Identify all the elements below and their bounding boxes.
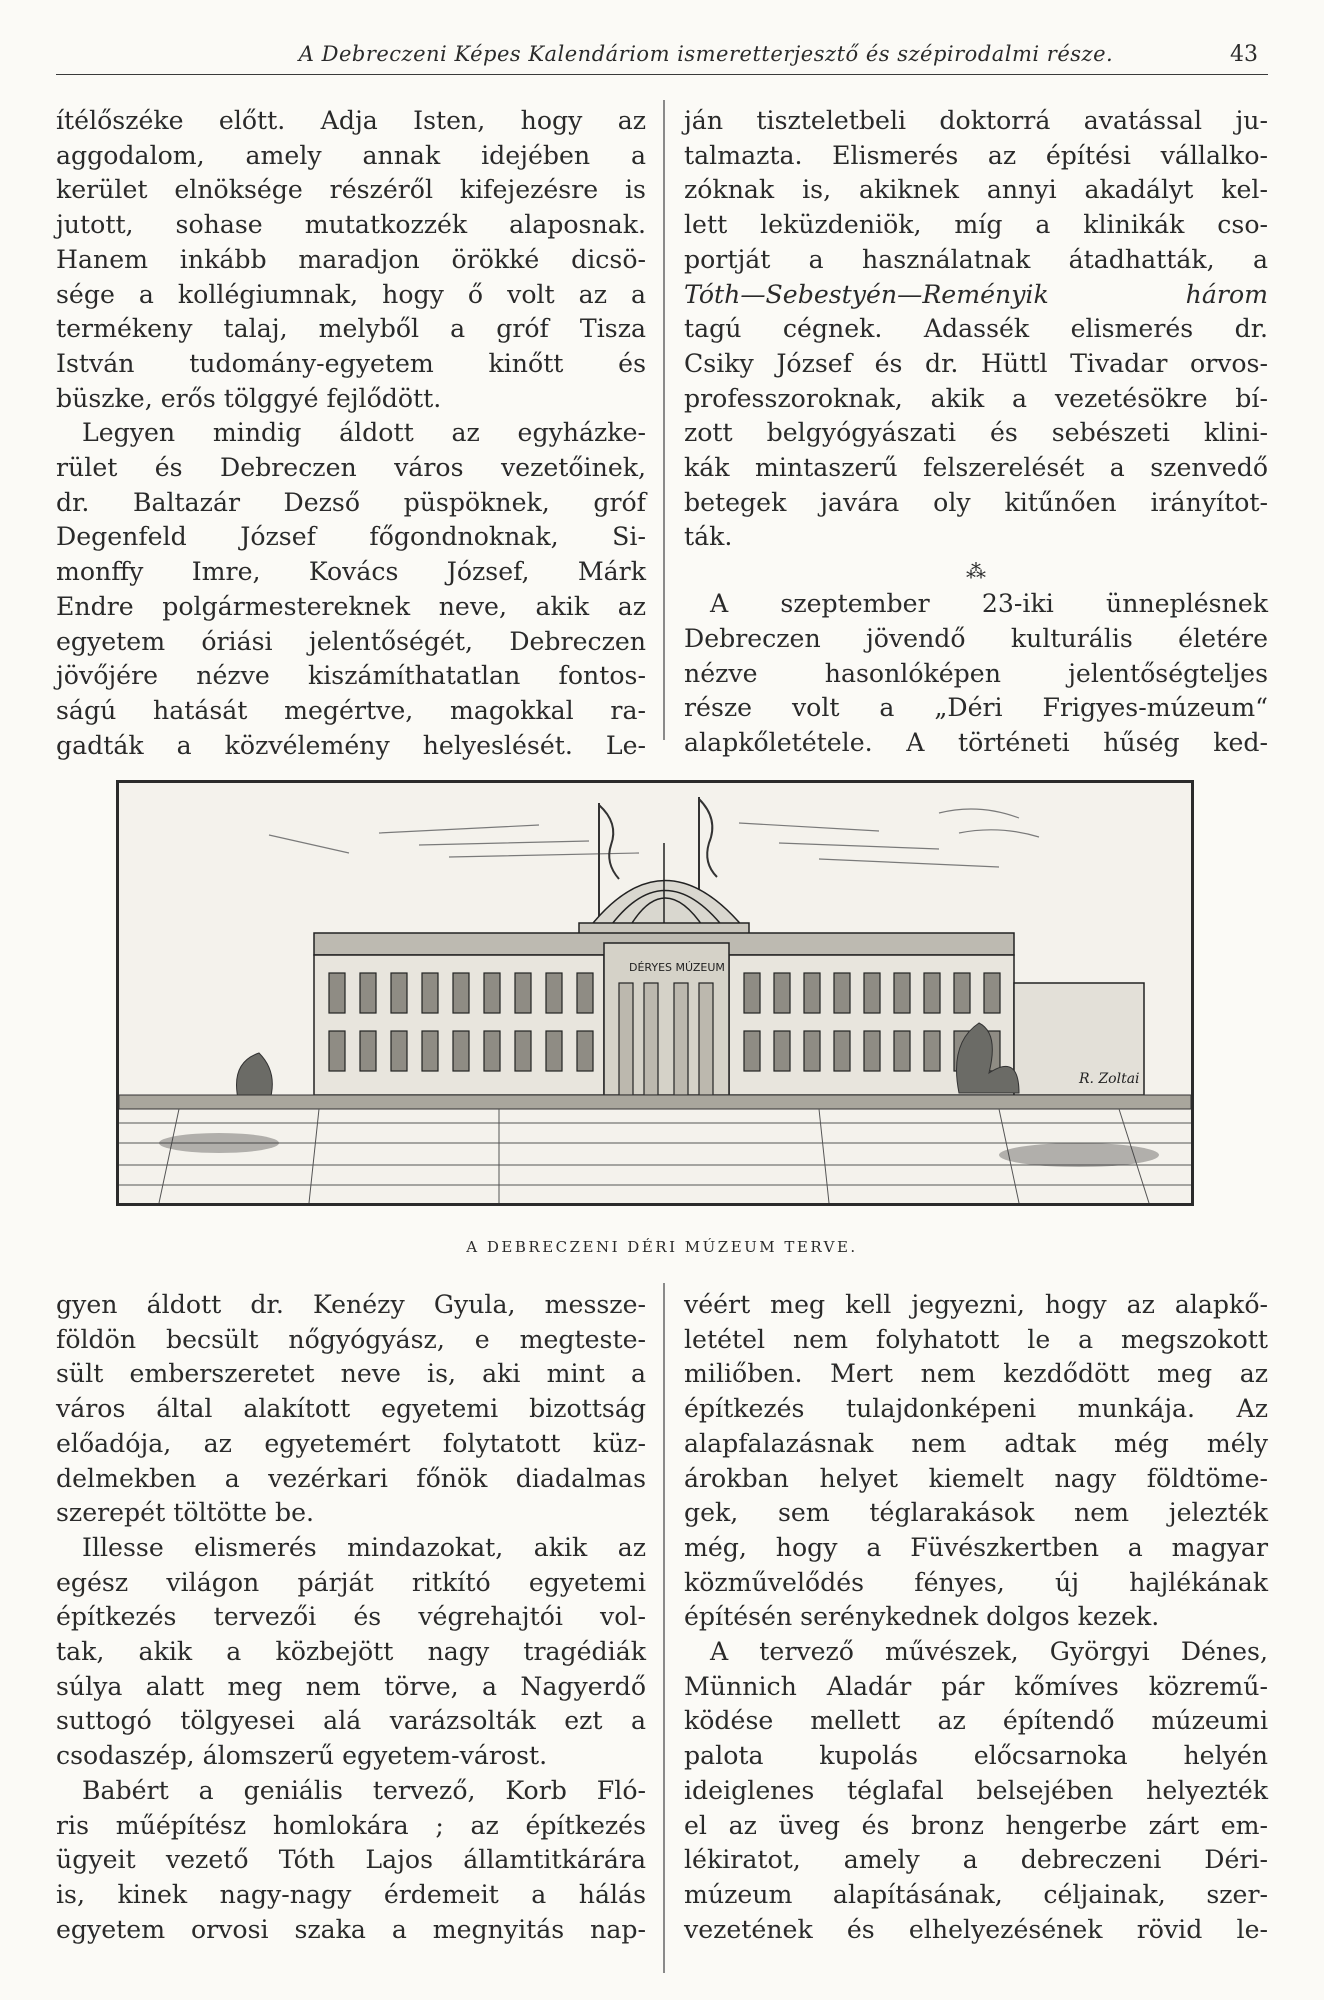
building-window bbox=[453, 1031, 469, 1071]
building-window bbox=[515, 1031, 531, 1071]
column-top-right bbox=[684, 104, 1268, 761]
building-window bbox=[453, 973, 469, 1013]
text-line: súlya alatt meg nem törve, a Nagyerdő bbox=[56, 1671, 646, 1701]
text-line: tagú cégnek. Adassék elismerés dr. bbox=[684, 314, 1268, 344]
building-window bbox=[804, 1031, 820, 1071]
column-divider bbox=[663, 100, 665, 740]
building-window bbox=[894, 1031, 910, 1071]
building-window bbox=[774, 1031, 790, 1071]
text-line: építésén serénykednek dolgos kezek. bbox=[684, 1602, 1160, 1632]
building-window bbox=[484, 1031, 500, 1071]
text-line: építkezés tulajdonképeni munkája. Az bbox=[684, 1394, 1268, 1424]
text-line: ták. bbox=[684, 522, 733, 552]
text-line: letétel nem folyhatott le a megszokott bbox=[684, 1324, 1268, 1354]
text-line: miliőben. Mert nem kezdődött meg az bbox=[684, 1359, 1268, 1389]
building-window bbox=[422, 973, 438, 1013]
text-line: A tervező művészek, Györgyi Dénes, bbox=[710, 1637, 1268, 1667]
museum-drawing bbox=[119, 783, 1191, 1203]
text-line: Endre polgármestereknek neve, akik az bbox=[56, 591, 646, 621]
text-line: dr. Baltazár Dezső püspöknek, gróf bbox=[56, 487, 646, 517]
building-window bbox=[834, 973, 850, 1013]
text-line: palota kupolás előcsarnoka helyén bbox=[684, 1741, 1268, 1771]
text-line: gyen áldott dr. Kenézy Gyula, messze- bbox=[56, 1290, 646, 1319]
text-line: Hanem inkább maradjon örökké dicsö- bbox=[56, 244, 646, 274]
text-line: sült emberszeretet neve is, aki mint a bbox=[56, 1359, 646, 1389]
text-line: el az üveg és bronz hengerbe zárt em- bbox=[684, 1810, 1268, 1840]
building-window bbox=[577, 973, 593, 1013]
building-window bbox=[546, 1031, 562, 1071]
museum-illustration bbox=[116, 780, 1194, 1206]
text-line: zóknak is, akiknek annyi akadályt kel- bbox=[684, 175, 1268, 205]
text-line: egész világon párját ritkító egyetemi bbox=[56, 1567, 646, 1597]
text-line: talmazta. Elismerés az építési vállalko- bbox=[684, 140, 1268, 170]
building-window bbox=[984, 973, 1000, 1013]
building-sign: DÉRYES MÚZEUM bbox=[629, 961, 725, 974]
text-line: István tudomány-egyetem kinőtt és bbox=[56, 348, 646, 378]
text-line: egyetem orvosi szaka a megnyitás nap- bbox=[56, 1914, 646, 1944]
text-line: egyetem óriási jelentőségét, Debreczen bbox=[56, 626, 646, 656]
artist-signature: R. Zoltai bbox=[1079, 1071, 1140, 1087]
text-line: Münnich Aladár pár kőmíves közremű- bbox=[684, 1671, 1268, 1701]
text-line: Illesse elismerés mindazokat, akik az bbox=[82, 1532, 646, 1562]
building-window bbox=[954, 973, 970, 1013]
page-number: 43 bbox=[1230, 42, 1258, 67]
building-window bbox=[864, 1031, 880, 1071]
text-line: múzeum alapításának, céljainak, szer- bbox=[684, 1879, 1268, 1909]
building-window bbox=[744, 973, 760, 1013]
text-line: kerület elnöksége részéről kifejezésre is bbox=[56, 175, 646, 205]
text-line: tak, akik a közbejött nagy tragédiák bbox=[56, 1637, 646, 1667]
text-line: büszke, erős tölggyé fejlődött. bbox=[56, 383, 442, 413]
text-line: vezetének és elhelyezésének rövid le- bbox=[684, 1914, 1268, 1944]
text-line: aggodalom, amely annak idejében a bbox=[56, 140, 646, 170]
building-window bbox=[515, 973, 531, 1013]
column-bottom-right bbox=[684, 1288, 1268, 1947]
building-window bbox=[864, 973, 880, 1013]
text-line: zott belgyógyászati és sebészeti klini- bbox=[684, 418, 1268, 448]
text-line: gadták a közvélemény helyeslését. Le- bbox=[56, 730, 646, 760]
text-line: ján tiszteletbeli doktorrá avatással ju- bbox=[684, 106, 1268, 135]
building-window bbox=[924, 1031, 940, 1071]
text-line: jutott, sohase mutatkozzék alaposnak. bbox=[56, 210, 646, 240]
text-line: professzoroknak, akik a vezetésökre bí- bbox=[684, 383, 1268, 413]
text-line: ságú hatását megértve, magokkal ra- bbox=[56, 695, 646, 725]
text-line: szerepét töltötte be. bbox=[56, 1498, 315, 1528]
building-window bbox=[329, 973, 345, 1013]
text-line: árokban helyet kiemelt nagy földtöme- bbox=[684, 1463, 1268, 1493]
text-line: alapkőletétele. A történeti hűség ked- bbox=[684, 727, 1268, 757]
building-window bbox=[546, 973, 562, 1013]
text-line: Csiky József és dr. Hüttl Tivadar orvos- bbox=[684, 348, 1268, 378]
text-line: építkezés tervezői és végrehajtói vol- bbox=[56, 1602, 646, 1632]
text-line: közművelődés fényes, új hajlékának bbox=[684, 1567, 1268, 1597]
text-line: lett leküzdeniök, míg a klinikák cso- bbox=[684, 210, 1268, 240]
text-line: Debreczen jövendő kulturális életére bbox=[684, 623, 1268, 653]
text-line: A szeptember 23-iki ünneplésnek bbox=[710, 589, 1268, 619]
text-line: előadója, az egyetemért folytatott küz- bbox=[56, 1428, 646, 1458]
text-line: város által alakított egyetemi bizottság bbox=[56, 1394, 646, 1424]
column-top-left bbox=[56, 104, 646, 763]
text-line: Tóth—Sebestyén—Reményik három bbox=[684, 279, 1268, 309]
building-window bbox=[484, 973, 500, 1013]
text-line: alapfalazásnak nem adtak még mély bbox=[684, 1428, 1268, 1458]
running-title: A Debreczeni Képes Kalendáriom ismeretterjesztő és szépirodalmi része. bbox=[298, 42, 1114, 66]
figure-caption: A DEBRECZENI DÉRI MÚZEUM TERVE. bbox=[466, 1238, 858, 1256]
column-bottom-left bbox=[56, 1288, 646, 1947]
text-line: monffy Imre, Kovács József, Márk bbox=[56, 557, 646, 587]
text-line: földön becsült nőgyógyász, e megteste- bbox=[56, 1324, 646, 1354]
text-line: Legyen mindig áldott az egyházke- bbox=[82, 418, 646, 448]
text-line: még, hogy a Füvészkertben a magyar bbox=[684, 1532, 1268, 1562]
text-line: kák mintaszerű felszerelését a szenvedő bbox=[684, 453, 1268, 483]
text-line: sége a kollégiumnak, hogy ő volt az a bbox=[56, 279, 646, 309]
building-window bbox=[894, 973, 910, 1013]
section-separator: ⁂ bbox=[966, 559, 986, 584]
building-window bbox=[834, 1031, 850, 1071]
text-line: lékiratot, amely a debreczeni Déri- bbox=[684, 1845, 1268, 1875]
text-line: ítélőszéke előtt. Adja Isten, hogy az bbox=[56, 106, 646, 135]
text-line: csodaszép, álomszerű egyetem-várost. bbox=[56, 1741, 548, 1771]
building-window bbox=[804, 973, 820, 1013]
text-line: ris műépítész homlokára ; az építkezés bbox=[56, 1810, 646, 1840]
text-line: ködése mellett az építendő múzeumi bbox=[684, 1706, 1268, 1736]
text-line: betegek javára oly kitűnően irányítot- bbox=[684, 487, 1268, 517]
text-line: része volt a „Déri Frigyes-múzeum“ bbox=[684, 693, 1268, 723]
text-line: is, kinek nagy-nagy érdemeit a hálás bbox=[56, 1879, 646, 1909]
text-line: véért meg kell jegyezni, hogy az alapkő- bbox=[684, 1290, 1268, 1319]
building-window bbox=[391, 973, 407, 1013]
text-line: portját a használatnak átadhatták, a bbox=[684, 244, 1268, 274]
text-line: rület és Debreczen város vezetőinek, bbox=[56, 453, 646, 483]
running-header bbox=[56, 40, 1268, 75]
text-line: Degenfeld József főgondnoknak, Si- bbox=[56, 522, 646, 552]
building-window bbox=[329, 1031, 345, 1071]
building-window bbox=[744, 1031, 760, 1071]
text-line: suttogó tölgyesei alá varázsolták ezt a bbox=[56, 1706, 646, 1736]
building-window bbox=[360, 973, 376, 1013]
building-window bbox=[360, 1031, 376, 1071]
text-line: ideiglenes téglafal belsejében helyezték bbox=[684, 1775, 1268, 1805]
text-line: delmekben a vezérkari főnök diadalmas bbox=[56, 1463, 646, 1493]
text-line: Babért a geniális tervező, Korb Fló- bbox=[82, 1775, 646, 1805]
column-divider bbox=[663, 1283, 665, 1973]
building-window bbox=[774, 973, 790, 1013]
building-window bbox=[577, 1031, 593, 1071]
text-line: ügyeit vezető Tóth Lajos államtitkárára bbox=[56, 1845, 646, 1875]
building-window bbox=[391, 1031, 407, 1071]
text-line: termékeny talaj, melyből a gróf Tisza bbox=[56, 314, 646, 344]
building-window bbox=[924, 973, 940, 1013]
text-line: jövőjére nézve kiszámíthatatlan fontos- bbox=[56, 661, 646, 691]
text-line: gek, sem téglarakások nem jelezték bbox=[684, 1498, 1268, 1528]
building-window bbox=[422, 1031, 438, 1071]
text-line: nézve hasonlóképen jelentőségteljes bbox=[684, 658, 1268, 688]
